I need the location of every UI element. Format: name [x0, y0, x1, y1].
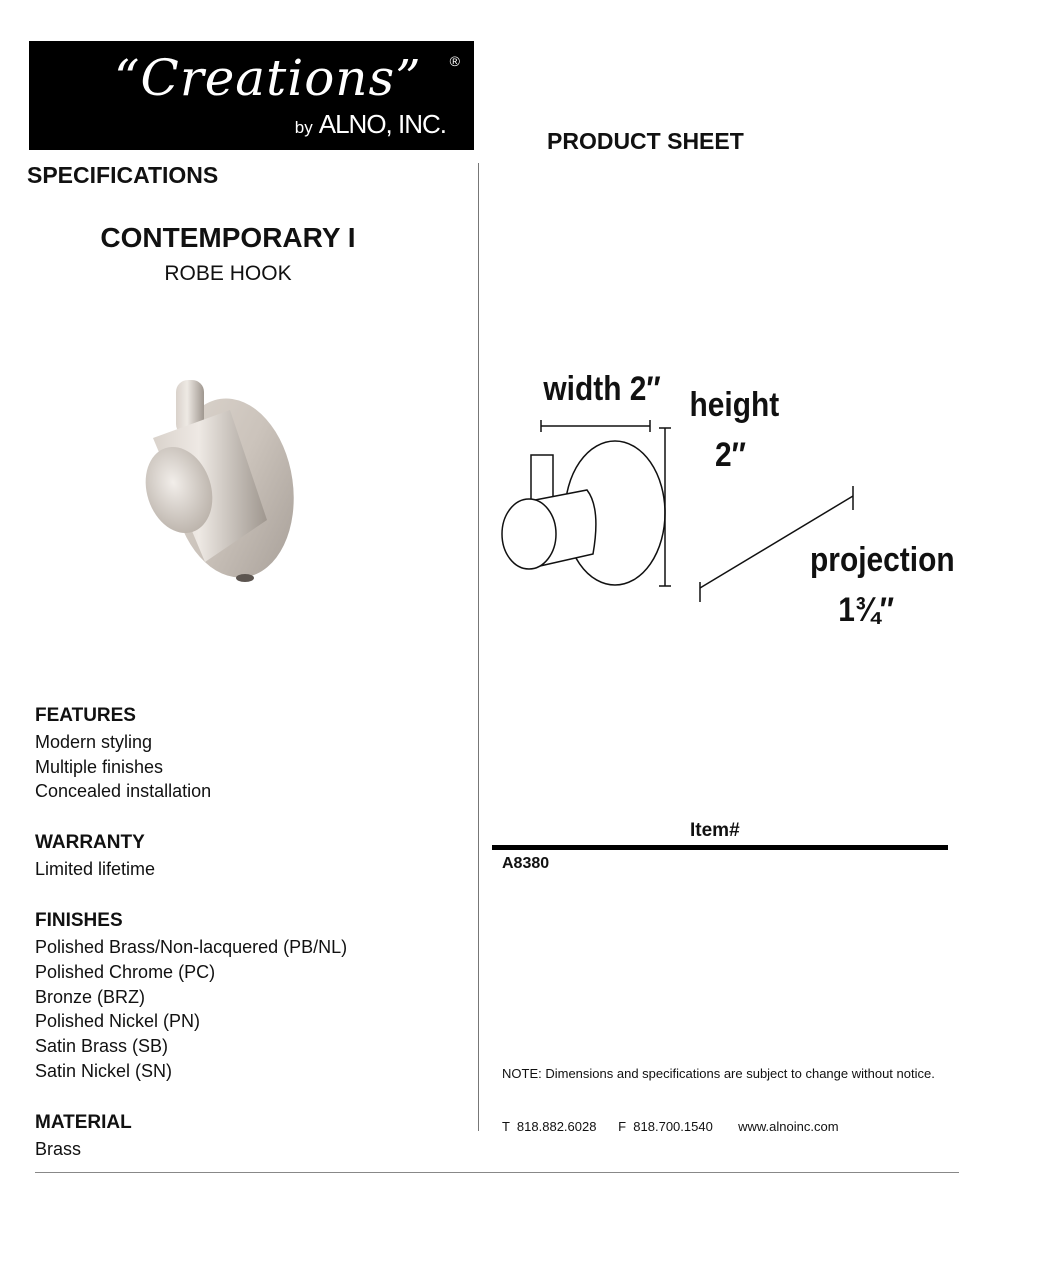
product-collection: CONTEMPORARY I	[100, 222, 356, 253]
robe-hook-photo	[135, 370, 305, 600]
column-divider	[478, 163, 479, 1131]
finishes-heading: FINISHES	[35, 910, 123, 931]
feature-item: Concealed installation	[35, 781, 212, 801]
finish-item: Satin Nickel (SN)	[35, 1061, 173, 1081]
feature-item: Modern styling	[35, 732, 153, 752]
finish-item: Polished Chrome (PC)	[35, 962, 216, 982]
item-rule	[492, 845, 948, 850]
specifications-heading: SPECIFICATIONS	[27, 162, 219, 188]
projection-label: projection	[810, 540, 955, 579]
features-heading: FEATURES	[35, 705, 136, 726]
brand-logo	[29, 41, 474, 150]
finish-item: Bronze (BRZ)	[35, 987, 146, 1007]
finish-item: Satin Brass (SB)	[35, 1036, 169, 1056]
projection-value: 1¾″	[838, 590, 895, 629]
diagram-post	[531, 455, 553, 503]
logo-script-text: “Creations”	[114, 49, 422, 107]
material-item: Brass	[35, 1139, 82, 1159]
diagram-cap	[502, 499, 556, 569]
finish-item: Polished Nickel (PN)	[35, 1011, 201, 1031]
feature-item: Multiple finishes	[35, 757, 164, 777]
item-number-label: Item#	[690, 820, 740, 841]
bottom-rule	[35, 1172, 959, 1173]
warranty-heading: WARRANTY	[35, 832, 145, 853]
height-label: height	[689, 385, 780, 424]
logo-company: ALNO, INC.	[318, 109, 446, 139]
disclaimer-note: NOTE: Dimensions and specifications are subject to change without notice.	[502, 1066, 935, 1081]
product-type: ROBE HOOK	[164, 262, 292, 285]
contact-line: T 818.882.6028 F 818.700.1540 www.alnoinc.com	[502, 1119, 839, 1134]
registered-mark: ®	[449, 53, 460, 69]
width-label: width 2″	[543, 369, 661, 408]
item-number-value: A8380	[502, 855, 550, 872]
dimension-diagram	[495, 358, 955, 638]
logo-by: by	[294, 118, 313, 137]
material-heading: MATERIAL	[35, 1112, 132, 1133]
product-sheet-heading: PRODUCT SHEET	[547, 128, 744, 154]
logo-company-line	[295, 109, 446, 140]
finish-item: Polished Brass/Non-lacquered (PB/NL)	[35, 937, 348, 957]
height-value: 2″	[715, 435, 746, 474]
warranty-item: Limited lifetime	[35, 859, 156, 879]
